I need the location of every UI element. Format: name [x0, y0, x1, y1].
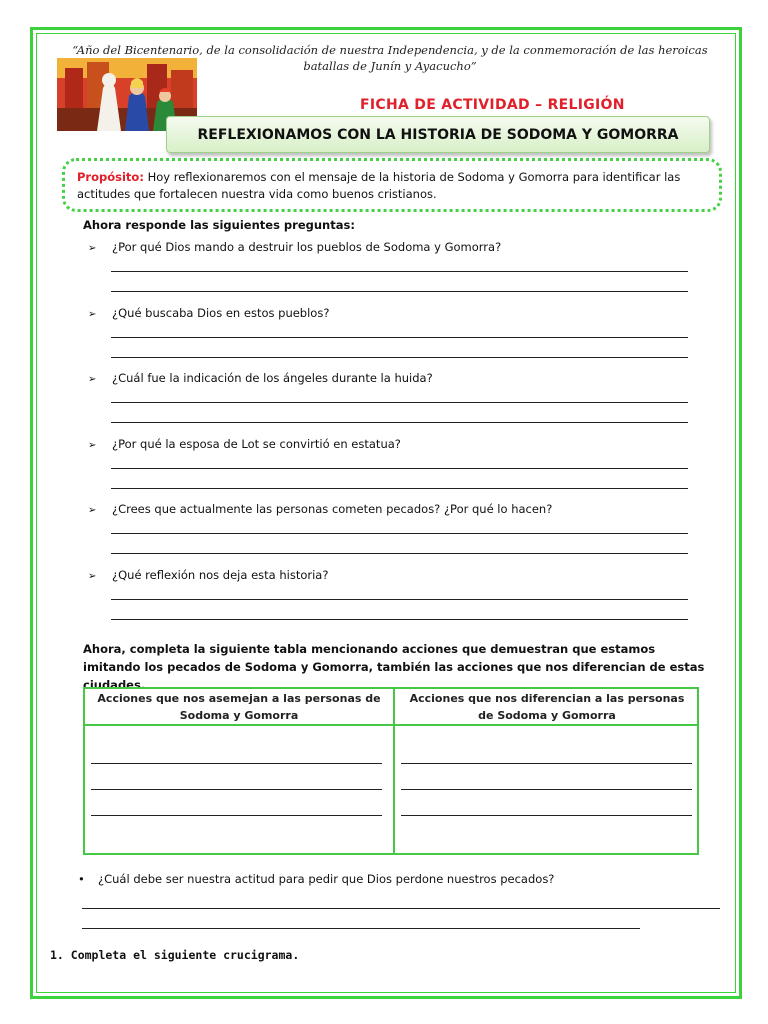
question-item — [88, 240, 501, 254]
answer-line[interactable] — [111, 357, 688, 358]
question-item — [88, 568, 328, 582]
question-text: ¿Qué buscaba Dios en estos pueblos? — [112, 305, 330, 320]
purpose-label: Propósito: — [77, 170, 144, 184]
answer-line[interactable] — [111, 468, 688, 469]
instructions-heading: Ahora responde las siguientes preguntas: — [83, 218, 355, 232]
final-question — [78, 872, 554, 886]
final-question-text: ¿Cuál debe ser nuestra actitud para pedir que Dios perdone nuestros pecados? — [98, 872, 555, 886]
answer-line[interactable] — [111, 422, 688, 423]
crossword-instruction: 1. Completa el siguiente crucigrama. — [50, 948, 300, 962]
table-divider-horizontal — [85, 724, 697, 726]
answer-line[interactable] — [111, 271, 688, 272]
question-text: ¿Por qué Dios mando a destruir los pueblos de Sodoma y Gomorra? — [112, 240, 502, 254]
actions-table — [83, 687, 699, 855]
purpose-box — [62, 158, 722, 212]
answer-line[interactable] — [91, 763, 382, 764]
page-title: REFLEXIONAMOS CON LA HISTORIA DE SODOMA Y GOMORRA — [197, 126, 679, 143]
question-text: ¿Qué reflexión nos deja esta historia? — [112, 567, 329, 582]
answer-line[interactable] — [111, 402, 688, 403]
question-item — [88, 371, 433, 385]
bullet-icon: • — [78, 872, 85, 886]
purpose-text: Hoy reflexionaremos con el mensaje de la historia de Sodoma y Gomorra para identificar las actitudes que fortalecen nuestra vida como buenos cristianos. — [77, 170, 681, 201]
arrow-bullet-icon: ➢ — [88, 374, 97, 385]
table-instructions: Ahora, completa la siguiente tabla mencionando acciones que demuestran que estamos imitando los pecados de Sodoma y Gomorra, también las acciones que nos diferencian de estas ciudades. — [83, 642, 705, 692]
question-text: ¿Cuál fue la indicación de los ángeles durante la huida? — [112, 371, 433, 385]
arrow-bullet-icon: ➢ — [88, 308, 97, 320]
table-divider-vertical — [393, 689, 395, 853]
arrow-bullet-icon: ➢ — [88, 570, 97, 582]
answer-line[interactable] — [111, 619, 688, 620]
answer-line[interactable] — [401, 789, 692, 790]
answer-line[interactable] — [111, 533, 688, 534]
motto-text: “Año del Bicentenario, de la consolidación de nuestra Independencia, y de la conmemoración de las heroicas batallas de Junín y Ayacucho” — [72, 43, 708, 73]
table-header-similar: Acciones que nos asemejan a las personas de Sodoma y Gomorra — [97, 692, 381, 722]
answer-line[interactable] — [111, 599, 688, 600]
question-item — [88, 437, 401, 451]
answer-line[interactable] — [111, 553, 688, 554]
question-text: ¿Crees que actualmente las personas cometen pecados? ¿Por qué lo hacen? — [112, 502, 553, 516]
question-text: ¿Por qué la esposa de Lot se convirtió en estatua? — [112, 436, 401, 451]
answer-line[interactable] — [111, 291, 688, 292]
arrow-bullet-icon: ➢ — [88, 505, 97, 516]
table-header-different: Acciones que nos diferencian a las personas de Sodoma y Gomorra — [409, 692, 685, 722]
answer-line[interactable] — [111, 488, 688, 489]
answer-line[interactable] — [401, 763, 692, 764]
activity-sheet-label: FICHA DE ACTIVIDAD – RELIGIÓN — [360, 97, 625, 113]
arrow-bullet-icon: ➢ — [88, 243, 97, 254]
question-item — [88, 502, 552, 516]
answer-line[interactable] — [91, 789, 382, 790]
question-item — [88, 306, 329, 320]
arrow-bullet-icon: ➢ — [88, 439, 97, 451]
answer-line[interactable] — [82, 908, 720, 909]
answer-line[interactable] — [82, 928, 640, 929]
title-banner — [166, 116, 710, 153]
answer-line[interactable] — [401, 815, 692, 816]
answer-line[interactable] — [111, 337, 688, 338]
answer-line[interactable] — [91, 815, 382, 816]
